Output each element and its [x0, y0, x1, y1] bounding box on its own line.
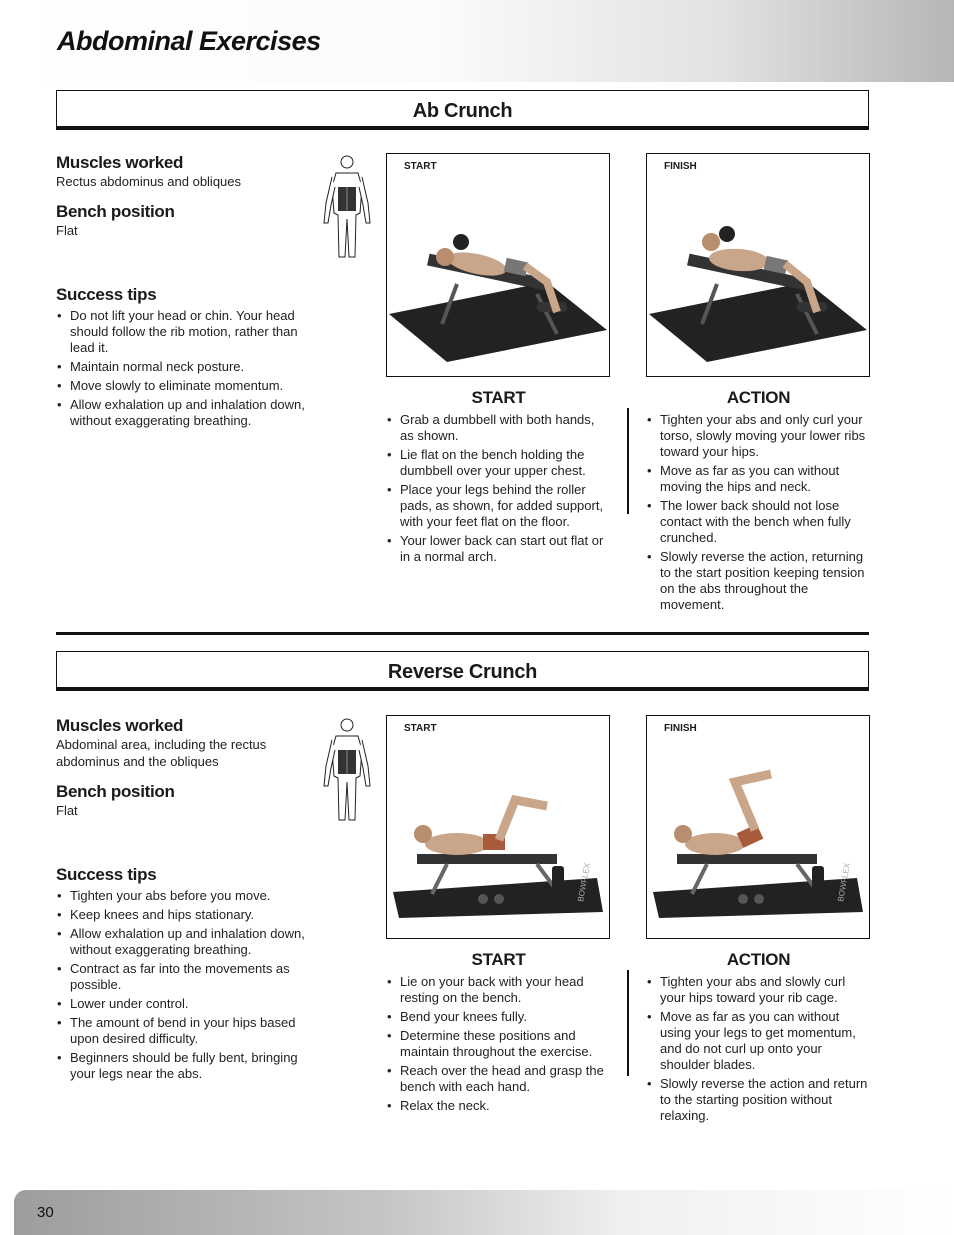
success-tips-list: [56, 308, 316, 429]
section-header-ab-crunch: [56, 90, 869, 130]
start-heading: START: [471, 388, 526, 407]
photo-tag: FINISH: [664, 723, 697, 734]
reverse-crunch-finish-photo: [646, 715, 870, 939]
section-header-reverse-crunch: [56, 651, 869, 691]
page-title: Abdominal Exercises: [57, 26, 321, 56]
ab-crunch-start-photo: [386, 153, 610, 377]
anatomy-figure-icon: [320, 716, 374, 826]
anatomy-figure-icon: [320, 153, 374, 263]
list-item: • Lower under control.: [56, 996, 316, 1012]
list-item: • Tighten your abs and slowly curl your hips toward your rib cage.: [646, 974, 871, 1006]
page-number: 30: [37, 1204, 54, 1221]
photo-tag: START: [404, 723, 437, 734]
list-item: • Relax the neck.: [386, 1098, 611, 1114]
list-item: • Move as far as you can without moving the hips and neck.: [646, 463, 871, 495]
bench-position-text: Flat: [56, 803, 78, 818]
list-item: • Lie on your back with your head resting on the bench.: [386, 974, 611, 1006]
list-item: • Bend your knees fully.: [386, 1009, 611, 1025]
ab-crunch-start-column: [386, 388, 611, 568]
mat-brand-text: BOWFLEX: [576, 862, 592, 903]
list-item: • Lie flat on the bench holding the dumbbell over your upper chest.: [386, 447, 611, 479]
muscles-worked-text: Rectus abdominus and obliques: [56, 174, 242, 189]
list-item: • The lower back should not lose contact with the bench when fully crunched.: [646, 498, 871, 546]
exercise-illustration-icon: [647, 716, 870, 939]
column-divider: [627, 970, 629, 1076]
list-item: • Your lower back can start out flat or in a normal arch.: [386, 533, 611, 565]
exercise-illustration-icon: [387, 716, 610, 939]
action-heading: ACTION: [726, 388, 791, 407]
exercise-illustration-icon: [387, 154, 610, 377]
reverse-crunch-action-column: [646, 950, 871, 1127]
photo-tag: FINISH: [664, 161, 697, 172]
success-tips-heading: Success tips: [56, 285, 157, 304]
list-item: • The amount of bend in your hips based upon desired difficulty.: [56, 1015, 316, 1047]
list-item: • Slowly reverse the action and return to the starting position without relaxing.: [646, 1076, 871, 1124]
list-item: • Move slowly to eliminate momentum.: [56, 378, 316, 394]
exercise-illustration-icon: [647, 154, 870, 377]
start-heading: START: [471, 950, 526, 969]
list-item: • Slowly reverse the action, returning to the start position keeping tension on the abs throughout the movement.: [646, 549, 871, 613]
action-heading: ACTION: [726, 950, 791, 969]
start-steps-list: [386, 412, 611, 565]
list-item: • Grab a dumbbell with both hands, as shown.: [386, 412, 611, 444]
list-item: • Determine these positions and maintain throughout the exercise.: [386, 1028, 611, 1060]
ab-crunch-action-column: [646, 388, 871, 616]
muscles-worked-text: Abdominal area, including the rectus abdominus and the obliques: [56, 737, 267, 769]
list-item: • Move as far as you can without using your legs to get momentum, and do not curl up onto your shoulder blades.: [646, 1009, 871, 1073]
success-tips-heading: Success tips: [56, 865, 157, 884]
reverse-crunch-info: [56, 716, 316, 1085]
bench-position-heading: Bench position: [56, 782, 175, 801]
list-item: • Tighten your abs and only curl your torso, slowly moving your lower ribs toward your hips.: [646, 412, 871, 460]
mat-brand-text: BOWFLEX: [836, 862, 852, 903]
reverse-crunch-start-photo: [386, 715, 610, 939]
ab-crunch-finish-photo: [646, 153, 870, 377]
reverse-crunch-start-column: [386, 950, 611, 1117]
list-item: • Do not lift your head or chin. Your head should follow the rib motion, rather than lead it.: [56, 308, 316, 356]
muscles-worked-heading: Muscles worked: [56, 716, 184, 735]
list-item: • Allow exhalation up and inhalation down, without exaggerating breathing.: [56, 397, 316, 429]
section-title-reverse-crunch: Reverse Crunch: [387, 661, 538, 683]
action-steps-list: [646, 974, 871, 1124]
bench-position-heading: Bench position: [56, 202, 175, 221]
list-item: • Beginners should be fully bent, bringing your legs near the abs.: [56, 1050, 316, 1082]
bench-position-text: Flat: [56, 223, 78, 238]
muscles-worked-heading: Muscles worked: [56, 153, 184, 172]
section-divider: [56, 632, 869, 635]
start-steps-list: [386, 974, 611, 1114]
ab-crunch-info: [56, 153, 316, 432]
success-tips-list: [56, 888, 316, 1082]
list-item: • Reach over the head and grasp the bench with each hand.: [386, 1063, 611, 1095]
list-item: • Contract as far into the movements as possible.: [56, 961, 316, 993]
list-item: • Maintain normal neck posture.: [56, 359, 316, 375]
list-item: • Tighten your abs before you move.: [56, 888, 316, 904]
footer-band: [14, 1190, 954, 1235]
action-steps-list: [646, 412, 871, 613]
list-item: • Keep knees and hips stationary.: [56, 907, 316, 923]
list-item: • Place your legs behind the roller pads, as shown, for added support, with your feet flat on the floor.: [386, 482, 611, 530]
photo-tag: START: [404, 161, 437, 172]
list-item: • Allow exhalation up and inhalation down, without exaggerating breathing.: [56, 926, 316, 958]
section-title-ab-crunch: Ab Crunch: [412, 100, 513, 122]
column-divider: [627, 408, 629, 514]
